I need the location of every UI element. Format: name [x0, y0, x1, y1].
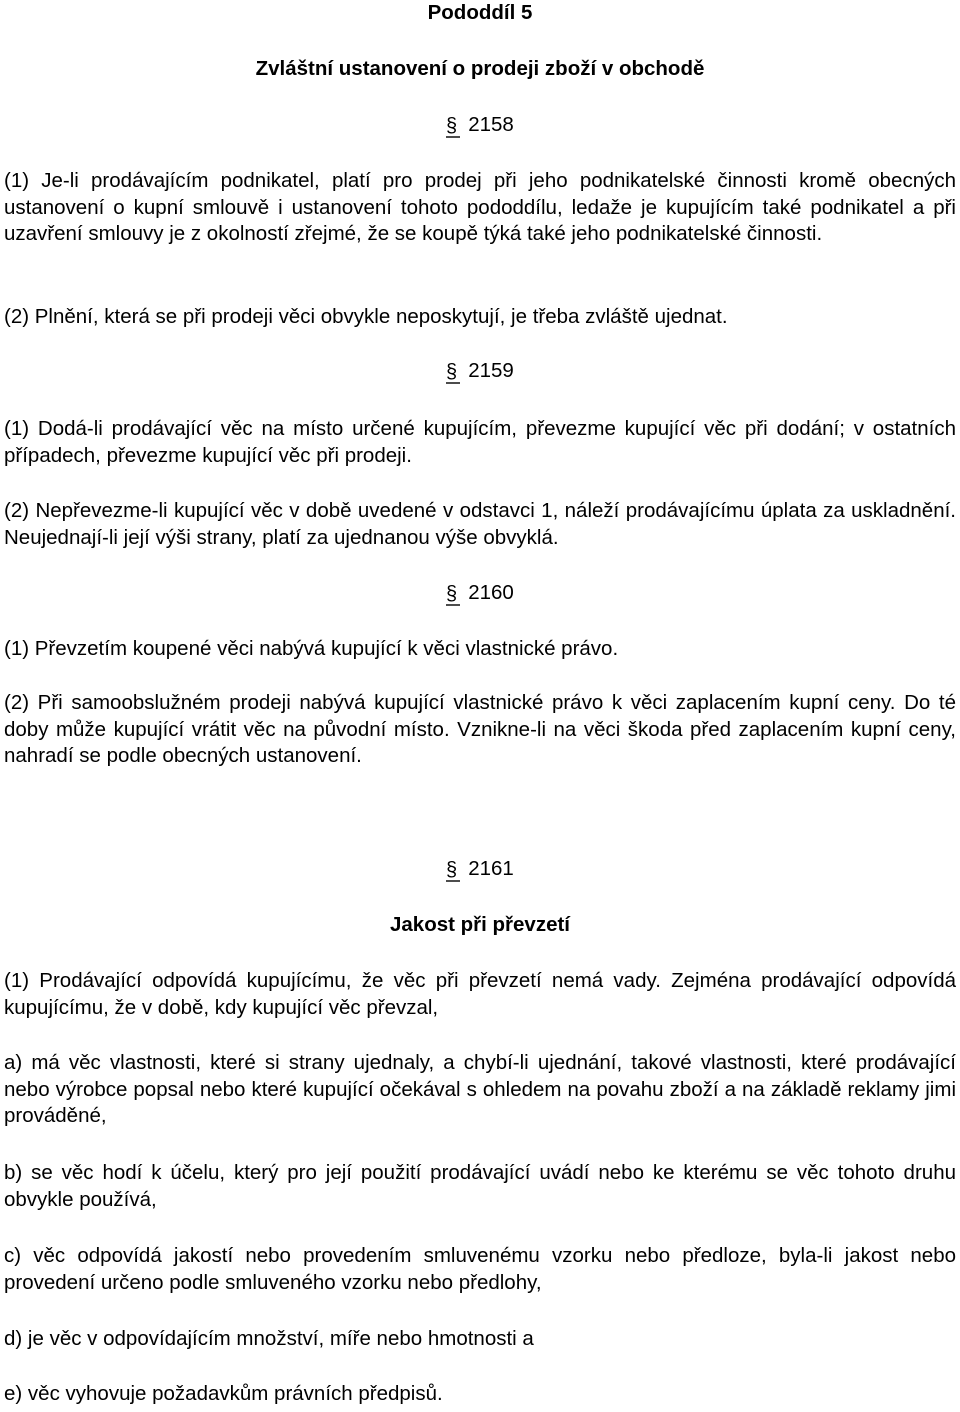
paragraph: (1) Je-li prodávajícím podnikatel, platí pro prodej při jeho podnikatelské činnosti kromě obecných ustanovení o kupní smlouvě i ustanovení tohoto pododdílu, ledaže je kupujícím také podnikatel a při uzavření smlouvy je z okolností zřejmé, že se koupě týká také jeho podnikatelské činnosti.	[4, 169, 956, 245]
section-sign-icon	[446, 580, 460, 607]
section-number: 2160	[468, 581, 514, 604]
paragraph: (1) Převzetím koupené věci nabývá kupující k věci vlastnické právo.	[4, 637, 619, 660]
paragraph: (2) Při samoobslužném prodeji nabývá kupující vlastnické právo k věci zaplacením kupní ceny. Do té doby může kupující vrátit věc na původní místo. Vznikne-li na věci škoda před zaplacením kupní ceny, nahradí se podle obecných ustanovení.	[4, 691, 956, 767]
section-number: 2158	[468, 113, 514, 136]
list-item: d) je věc v odpovídajícím množství, míře nebo hmotnosti a	[4, 1327, 534, 1350]
paragraph: (1) Dodá-li prodávající věc na místo určené kupujícím, převezme kupující věc při dodání; v ostatních případech, převezme kupující věc při prodeji.	[4, 417, 956, 467]
paragraph: (2) Nepřevezme-li kupující věc v době uvedené v odstavci 1, náleží prodávajícímu úplata za uskladnění. Neujednají-li její výši strany, platí za ujednanou výše obvyklá.	[4, 499, 956, 549]
section-number: 2161	[468, 857, 514, 880]
section-heading-2159	[4, 358, 956, 385]
section-sign-icon	[446, 358, 460, 385]
list-item: c) věc odpovídá jakostí nebo provedením smluvenému vzorku nebo předloze, byla-li jakost nebo provedení určeno podle smluveného vzorku nebo předlohy,	[4, 1244, 956, 1294]
section-sign-icon	[446, 112, 460, 139]
section-sign-icon	[446, 856, 460, 883]
svg-text:§: §	[446, 361, 458, 383]
paragraph: (1) Prodávající odpovídá kupujícímu, že věc při převzetí nemá vady. Zejména prodávající odpovídá kupujícímu, že v době, kdy kupující věc převzal,	[4, 969, 956, 1019]
list-item: a) má věc vlastnosti, které si strany ujednaly, a chybí-li ujednání, takové vlastnosti, které prodávající nebo výrobce popsal nebo které kupující očekával s ohledem na povahu zboží a na základě reklamy jimi prováděné,	[4, 1051, 956, 1127]
section-number: 2159	[468, 359, 514, 382]
subsection-label: Pododdíl 5	[427, 1, 533, 24]
svg-text:§: §	[446, 583, 458, 605]
list-item: e) věc vyhovuje požadavkům právních předpisů.	[4, 1382, 443, 1405]
paragraph: (2) Plnění, která se při prodeji věci obvykle neposkytují, je třeba zvláště ujednat.	[4, 305, 728, 328]
subsection-title: Zvláštní ustanovení o prodeji zboží v obchodě	[255, 57, 705, 80]
section-title: Jakost při převzetí	[389, 913, 570, 936]
svg-text:§: §	[446, 115, 458, 137]
list-item: b) se věc hodí k účelu, který pro její použití prodávající uvádí nebo ke kterému se věc tohoto druhu obvykle používá,	[4, 1161, 956, 1211]
section-heading-2161	[4, 856, 956, 883]
section-heading-2160	[4, 580, 956, 607]
section-heading-2158	[4, 112, 956, 139]
svg-text:§: §	[446, 859, 458, 881]
